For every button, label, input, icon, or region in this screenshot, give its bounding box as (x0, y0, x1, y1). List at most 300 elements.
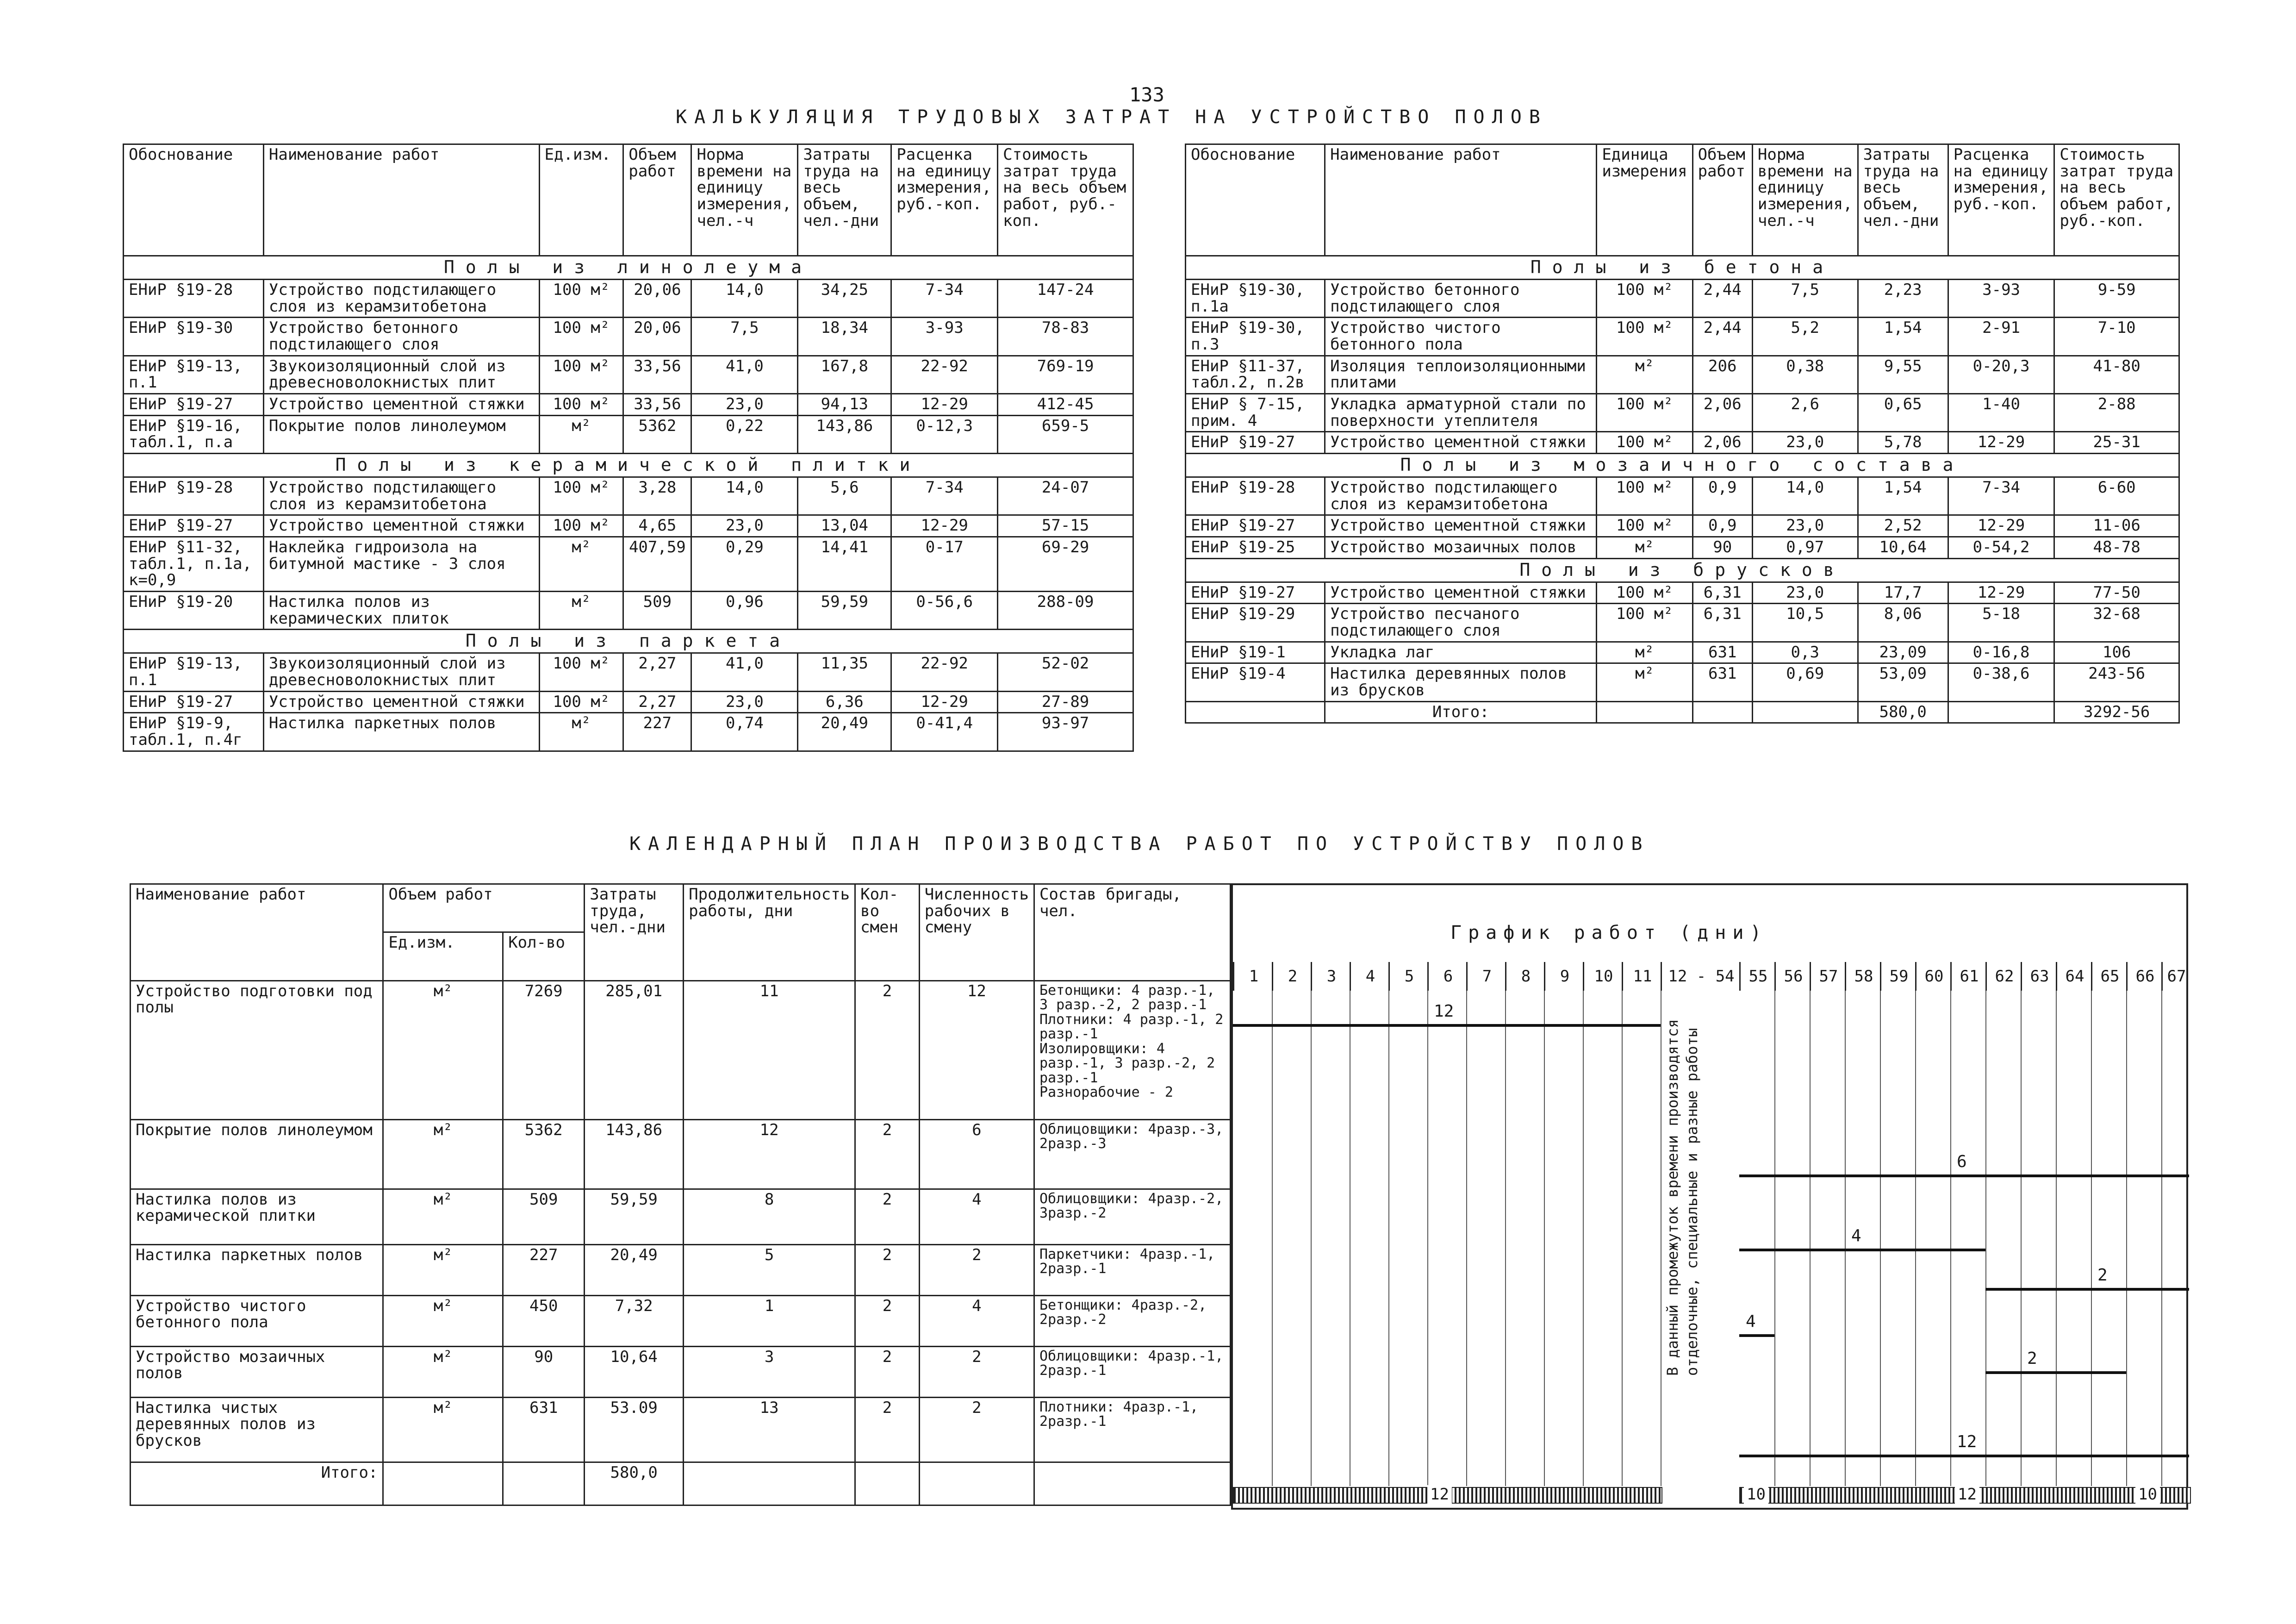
table-cell: 2-91 (1948, 318, 2054, 356)
day-gridline (2056, 991, 2057, 1486)
table-cell: 11-06 (2054, 515, 2179, 537)
table-row (124, 537, 1133, 592)
table-cell: 5,2 (1752, 318, 1858, 356)
table-cell: Наклейка гидроизола на битумной мастике - 3 слоя (263, 537, 539, 592)
table-cell: 52-02 (998, 653, 1133, 691)
schedule-row (131, 1189, 1231, 1244)
table-cell: 94,13 (798, 394, 891, 416)
sched-duration: 5 (684, 1244, 855, 1295)
table-cell: 2,06 (1692, 432, 1752, 454)
table-cell: 24-07 (998, 477, 1133, 515)
table-cell: ЕНиР §19-27 (124, 394, 264, 416)
table-cell: 2,44 (1692, 318, 1752, 356)
table-cell: 100 м² (1597, 394, 1692, 432)
day-column-label: 58 (1845, 962, 1881, 991)
schedule-row (131, 1119, 1231, 1189)
table-cell: 12-29 (891, 691, 998, 713)
table-cell: Устройство песчаного подстилающего слоя (1325, 604, 1597, 642)
day-gridline (2021, 991, 2022, 1486)
table-row (124, 691, 1133, 713)
table-row (1186, 537, 2179, 559)
table-cell: 41,0 (691, 356, 798, 394)
table-row (124, 653, 1133, 691)
table-cell: 7-34 (1948, 477, 2054, 515)
table-cell: 659-5 (998, 415, 1133, 453)
table-cell: 22-92 (891, 653, 998, 691)
table-cell: ЕНиР §19-30, п.3 (1186, 318, 1325, 356)
sched-col-workers: Численность рабочих в смену (919, 884, 1034, 981)
sched-unit: м² (383, 1397, 503, 1462)
table-cell: Настилка паркетных полов (263, 713, 539, 751)
table-cell: Устройство бетонного подстилающего слоя (263, 318, 539, 356)
day-column-label: 61 (1950, 962, 1987, 991)
work-name: Устройство подготовки под полы (131, 981, 383, 1119)
table-cell: 3-93 (891, 318, 998, 356)
table-cell: 90 (1692, 537, 1752, 559)
day-gridline (1272, 991, 1273, 1486)
table-cell: 34,25 (798, 279, 891, 317)
table-row (124, 515, 1133, 537)
table-row (124, 713, 1133, 751)
sched-unit: м² (383, 1119, 503, 1189)
sched-col-volume: Объем работ (383, 884, 585, 932)
col-header: Наименование работ (1325, 144, 1597, 256)
sched-qty: 5362 (503, 1119, 585, 1189)
table-cell: 0,3 (1752, 642, 1858, 663)
col-header: Расценка на единицу измерения, руб.-коп. (891, 144, 998, 256)
table-cell: 8,06 (1858, 604, 1948, 642)
sched-crew: Плотники: 4разр.-1, 2разр.-1 (1034, 1397, 1230, 1462)
schedule-row (131, 981, 1231, 1119)
table-cell: 0,9 (1692, 515, 1752, 537)
day-column-label: 5 (1388, 962, 1429, 991)
total-label: Итого: (1325, 701, 1597, 723)
col-header: Затраты труда на весь объем, чел.-дни (798, 144, 891, 256)
table-cell: 100 м² (539, 394, 623, 416)
table-cell: Устройство мозаичных полов (1325, 537, 1597, 559)
table-cell: 53,09 (1858, 663, 1948, 701)
work-name: Покрытие полов линолеумом (131, 1119, 383, 1189)
table-cell: 7,5 (1752, 279, 1858, 317)
table-cell: ЕНиР §19-13, п.1 (124, 356, 264, 394)
table-header-row (1186, 144, 2179, 256)
table-cell: Покрытие полов линолеумом (263, 415, 539, 453)
table-cell: 27-89 (998, 691, 1133, 713)
table-cell (1752, 701, 1858, 723)
day-gridline (2091, 991, 2092, 1486)
day-gridline (1583, 991, 1584, 1486)
table-row (1186, 394, 2179, 432)
table-cell: м² (1597, 663, 1692, 701)
section-title: Полы из линолеума (124, 256, 1133, 280)
table-cell: м² (1597, 642, 1692, 663)
table-cell: 0-20,3 (1948, 356, 2054, 394)
day-column-label: 8 (1505, 962, 1545, 991)
work-bar (1739, 1455, 2189, 1457)
sched-col-labor: Затраты труда, чел.-дни (585, 884, 684, 981)
table-cell: 0-12,3 (891, 415, 998, 453)
table-cell (684, 1462, 855, 1505)
table-cell: 23,0 (1752, 515, 1858, 537)
section-row (1186, 558, 2179, 582)
table-cell: 20,49 (798, 713, 891, 751)
sched-workers: 6 (919, 1119, 1034, 1189)
table-cell: 10,5 (1752, 604, 1858, 642)
table-cell: 48-78 (2054, 537, 2179, 559)
day-column-label: 66 (2126, 962, 2163, 991)
table-cell: Устройство цементной стяжки (263, 691, 539, 713)
sched-workers: 12 (919, 981, 1034, 1119)
table-cell: ЕНиР §19-27 (1186, 432, 1325, 454)
day-column-label: 11 (1622, 962, 1662, 991)
table-row (124, 592, 1133, 630)
table-cell: 10,64 (1858, 537, 1948, 559)
table-cell: 0,97 (1752, 537, 1858, 559)
table-cell: м² (539, 537, 623, 592)
table-cell: Настилка деревянных полов из брусков (1325, 663, 1597, 701)
sched-shifts: 2 (855, 981, 920, 1119)
table-cell: 77-50 (2054, 582, 2179, 604)
table-cell: м² (539, 592, 623, 630)
schedule-row (131, 1397, 1231, 1462)
sched-labor: 285,01 (585, 981, 684, 1119)
table-cell (1597, 701, 1692, 723)
table-cell: м² (539, 713, 623, 751)
table-cell: 13,04 (798, 515, 891, 537)
day-gridline (1388, 991, 1389, 1486)
table-cell: м² (1597, 537, 1692, 559)
table-cell: ЕНиР § 7-15, прим. 4 (1186, 394, 1325, 432)
work-bar (1739, 1249, 1985, 1251)
work-bar (1985, 1371, 2126, 1374)
table-cell (919, 1462, 1034, 1505)
table-cell: 0,38 (1752, 356, 1858, 394)
table-cell: 100 м² (1597, 279, 1692, 317)
table-cell: 12-29 (1948, 582, 2054, 604)
sched-unit: м² (383, 1346, 503, 1397)
table-row (1186, 515, 2179, 537)
table-cell: Настилка полов из керамических плиток (263, 592, 539, 630)
day-gridline (1985, 991, 1986, 1486)
sched-col-shifts: Кол-во смен (855, 884, 920, 981)
sched-duration: 13 (684, 1397, 855, 1462)
sched-col-qty: Кол-во (503, 932, 585, 981)
section-title: Полы из бетона (1186, 256, 2179, 280)
table-cell: 7-34 (891, 477, 998, 515)
section-row (1186, 256, 2179, 280)
day-column-label: 62 (1985, 962, 2022, 991)
table-row (124, 356, 1133, 394)
table-cell: Устройство чистого бетонного пола (1325, 318, 1597, 356)
bar-label: 12 (1957, 1432, 1977, 1451)
sched-labor: 10,64 (585, 1346, 684, 1397)
gap-note: В данный промежуток времени производятся отделочные, специальные и разные работы (1664, 1019, 1701, 1376)
section-row (1186, 454, 2179, 477)
table-cell: Звукоизоляционный слой из древесноволокнистых плит (263, 356, 539, 394)
table-cell (855, 1462, 920, 1505)
day-column-label: 3 (1311, 962, 1351, 991)
table-cell: 2,44 (1692, 279, 1752, 317)
table-cell: ЕНиР §19-27 (124, 515, 264, 537)
bar-label: 12 (1434, 1002, 1454, 1021)
table-cell (1034, 1462, 1230, 1505)
work-bar (1233, 1024, 1661, 1027)
hatch-label: 10 (2135, 1485, 2160, 1504)
day-column-label: 56 (1774, 962, 1811, 991)
table-cell: ЕНиР §19-16, табл.1, п.а (124, 415, 264, 453)
table-cell: 2,6 (1752, 394, 1858, 432)
table-cell: 1,54 (1858, 318, 1948, 356)
table-row (1186, 604, 2179, 642)
table-cell: 2,23 (1858, 279, 1948, 317)
table-cell: Устройство подстилающего слоя из керамзитобетона (1325, 477, 1597, 515)
table-cell: Звукоизоляционный слой из древесноволокнистых плит (263, 653, 539, 691)
day-gridline (1505, 991, 1506, 1486)
table-cell: 5-18 (1948, 604, 2054, 642)
sched-col-name: Наименование работ (131, 884, 383, 981)
table-cell: 23,0 (1752, 432, 1858, 454)
table-cell: 100 м² (1597, 582, 1692, 604)
table-cell: ЕНиР §19-20 (124, 592, 264, 630)
table-cell: 407,59 (623, 537, 691, 592)
table-cell: 22-92 (891, 356, 998, 394)
hatch-label: 10 (1744, 1485, 1768, 1504)
sched-shifts: 2 (855, 1189, 920, 1244)
table-cell: Устройство бетонного подстилающего слоя (1325, 279, 1597, 317)
table-cell: ЕНиР §19-30 (124, 318, 264, 356)
sched-workers: 4 (919, 1295, 1034, 1346)
table-cell: 100 м² (539, 515, 623, 537)
sched-labor: 7,32 (585, 1295, 684, 1346)
day-column-label: 6 (1427, 962, 1468, 991)
table-cell: 93-97 (998, 713, 1133, 751)
sched-labor: 143,86 (585, 1119, 684, 1189)
total-row (1186, 701, 2179, 723)
col-header: Объем работ (1692, 144, 1752, 256)
table-row (124, 477, 1133, 515)
table-cell: 100 м² (1597, 604, 1692, 642)
table-cell: 100 м² (539, 653, 623, 691)
table-cell: 23,09 (1858, 642, 1948, 663)
table-row (1186, 642, 2179, 663)
table-cell: м² (1597, 356, 1692, 394)
sched-unit: м² (383, 1244, 503, 1295)
sched-labor: 59,59 (585, 1189, 684, 1244)
table-cell: ЕНиР §19-1 (1186, 642, 1325, 663)
table-cell: ЕНиР §11-32, табл.1, п.1а, к=0,9 (124, 537, 264, 592)
day-gridline (1466, 991, 1467, 1486)
sched-shifts: 2 (855, 1244, 920, 1295)
table-cell: 0,96 (691, 592, 798, 630)
table-cell (1692, 701, 1752, 723)
table-cell: 0,65 (1858, 394, 1948, 432)
table-cell: ЕНиР §19-28 (1186, 477, 1325, 515)
table-cell: 3,28 (623, 477, 691, 515)
table-cell: 5362 (623, 415, 691, 453)
table-cell: 23,0 (691, 515, 798, 537)
work-name: Устройство чистого бетонного пола (131, 1295, 383, 1346)
table-cell: 100 м² (1597, 432, 1692, 454)
col-header: Обоснование (124, 144, 264, 256)
work-name: Устройство мозаичных полов (131, 1346, 383, 1397)
section-title: Полы из брусков (1186, 558, 2179, 582)
table-row (1186, 432, 2179, 454)
bar-label: 4 (1746, 1312, 1756, 1331)
table-cell: 33,56 (623, 394, 691, 416)
table-cell: 20,06 (623, 279, 691, 317)
day-gridline (1915, 991, 1916, 1486)
work-name: Настилка полов из керамической плитки (131, 1189, 383, 1244)
table-cell: 23,0 (691, 691, 798, 713)
sched-workers: 2 (919, 1397, 1034, 1462)
day-column-label: 10 (1583, 962, 1623, 991)
sched-crew: Бетонщики: 4разр.-2, 2разр.-2 (1034, 1295, 1230, 1346)
day-column-label: 63 (2021, 962, 2057, 991)
table-cell: 580,0 (1858, 701, 1948, 723)
bar-label: 4 (1851, 1226, 1861, 1245)
table-cell: 206 (1692, 356, 1752, 394)
table-cell: 23,0 (1752, 582, 1858, 604)
table-cell: 33,56 (623, 356, 691, 394)
sched-qty: 90 (503, 1346, 585, 1397)
table-row (1186, 356, 2179, 394)
sched-unit: м² (383, 981, 503, 1119)
table-cell: 12-29 (891, 515, 998, 537)
labor-calc-table-right (1185, 144, 2180, 724)
table-cell: ЕНиР §19-28 (124, 279, 264, 317)
col-header: Ед.изм. (539, 144, 623, 256)
section-title: Полы из мозаичного состава (1186, 454, 2179, 477)
table-cell: ЕНиР §19-13, п.1 (124, 653, 264, 691)
table-cell: 100 м² (1597, 477, 1692, 515)
table-cell: 631 (1692, 663, 1752, 701)
table-cell: Устройство цементной стяжки (1325, 515, 1597, 537)
table-cell: 769-19 (998, 356, 1133, 394)
table-row (124, 415, 1133, 453)
day-gridline (1845, 991, 1846, 1486)
table-row (1186, 663, 2179, 701)
day-column-label: 60 (1915, 962, 1952, 991)
table-cell (1948, 701, 2054, 723)
table-row (1186, 318, 2179, 356)
table-cell: ЕНиР §19-27 (124, 691, 264, 713)
sched-labor: 20,49 (585, 1244, 684, 1295)
bar-label: 6 (1957, 1152, 1967, 1171)
table-cell: 7,5 (691, 318, 798, 356)
sched-col-duration: Продолжительность работы, дни (684, 884, 855, 981)
table-cell: 147-24 (998, 279, 1133, 317)
table-cell: 100 м² (1597, 515, 1692, 537)
day-column-label: 4 (1350, 962, 1390, 991)
table-cell: 14,41 (798, 537, 891, 592)
table-cell: 4,65 (623, 515, 691, 537)
table-cell: 9,55 (1858, 356, 1948, 394)
sched-col-unit: Ед.изм. (383, 932, 503, 981)
table-cell: 11,35 (798, 653, 891, 691)
table-cell: 0-41,4 (891, 713, 998, 751)
table-cell: 12-29 (1948, 515, 2054, 537)
table-cell: 7-34 (891, 279, 998, 317)
sched-col-crew: Состав бригады, чел. (1034, 884, 1230, 981)
day-column-label: 1 (1233, 962, 1273, 991)
table-cell: 100 м² (539, 356, 623, 394)
table-cell: 0,29 (691, 537, 798, 592)
sched-duration: 3 (684, 1346, 855, 1397)
table-cell: м² (539, 415, 623, 453)
sched-shifts: 2 (855, 1295, 920, 1346)
sched-workers: 2 (919, 1244, 1034, 1295)
table-cell: 0-16,8 (1948, 642, 2054, 663)
table-cell: Устройство подстилающего слоя из керамзитобетона (263, 279, 539, 317)
table-cell: 106 (2054, 642, 2179, 663)
table-cell: 14,0 (1752, 477, 1858, 515)
table-cell: Устройство цементной стяжки (263, 394, 539, 416)
table-cell: ЕНиР §11-37, табл.2, п.2в (1186, 356, 1325, 394)
sched-shifts: 2 (855, 1346, 920, 1397)
col-header: Расценка на единицу измерения, руб.-коп. (1948, 144, 2054, 256)
day-gridline (1810, 991, 1811, 1486)
table-header-row (124, 144, 1133, 256)
table-cell: ЕНиР §19-30, п.1а (1186, 279, 1325, 317)
table-cell: 0-38,6 (1948, 663, 2054, 701)
sched-duration: 11 (684, 981, 855, 1119)
table-cell: 6,31 (1692, 582, 1752, 604)
sched-crew: Облицовщики: 4разр.-3, 2разр.-3 (1034, 1119, 1230, 1189)
table-cell: 2,27 (623, 691, 691, 713)
table-cell: 78-83 (998, 318, 1133, 356)
table-cell: ЕНиР §19-25 (1186, 537, 1325, 559)
day-column-label: 67 (2161, 962, 2190, 991)
sched-crew: Бетонщики: 4 разр.-1, 3 разр.-2, 2 разр.-1 Плотники: 4 разр.-1, 2 разр.-1 Изолировщики: 4 разр.-1, 3 разр.-2, 2 разр.-1 Разнорабочие - 2 (1034, 981, 1230, 1119)
work-bar (1739, 1174, 2189, 1177)
day-column-label: 7 (1466, 962, 1506, 991)
table-cell: 2-88 (2054, 394, 2179, 432)
day-gridline (1427, 991, 1428, 1486)
table-cell: 12-29 (891, 394, 998, 416)
table-cell: 57-15 (998, 515, 1133, 537)
day-column-label: 65 (2091, 962, 2128, 991)
table-cell: 0-54,2 (1948, 537, 2054, 559)
table-row (124, 394, 1133, 416)
col-header: Норма времени на единицу измерения, чел.-ч (691, 144, 798, 256)
section-title: Полы из керамической плитки (124, 454, 1133, 477)
table-cell: ЕНиР §19-29 (1186, 604, 1325, 642)
table-cell: ЕНиР §19-27 (1186, 515, 1325, 537)
work-name: Настилка чистых деревянных полов из брусков (131, 1397, 383, 1462)
table-cell: 6,31 (1692, 604, 1752, 642)
bar-label: 2 (2027, 1349, 2037, 1368)
table-cell: ЕНиР §19-4 (1186, 663, 1325, 701)
col-header: Единица измерения (1597, 144, 1692, 256)
table-cell: 0,9 (1692, 477, 1752, 515)
sched-crew: Облицовщики: 4разр.-2, 3разр.-2 (1034, 1189, 1230, 1244)
table-cell: 3292-56 (2054, 701, 2179, 723)
bar-label: 2 (2097, 1266, 2108, 1285)
sched-crew: Облицовщики: 4разр.-1, 2разр.-1 (1034, 1346, 1230, 1397)
section-row (124, 256, 1133, 280)
table-cell: 14,0 (691, 477, 798, 515)
sched-qty: 631 (503, 1397, 585, 1462)
table-cell (503, 1462, 585, 1505)
table-cell: 41,0 (691, 653, 798, 691)
sched-qty: 7269 (503, 981, 585, 1119)
table-row (1186, 279, 2179, 317)
table-cell: 100 м² (539, 477, 623, 515)
table-cell: Устройство цементной стяжки (263, 515, 539, 537)
sched-workers: 2 (919, 1346, 1034, 1397)
work-schedule-chart (1231, 883, 2188, 1510)
table-cell: 41-80 (2054, 356, 2179, 394)
